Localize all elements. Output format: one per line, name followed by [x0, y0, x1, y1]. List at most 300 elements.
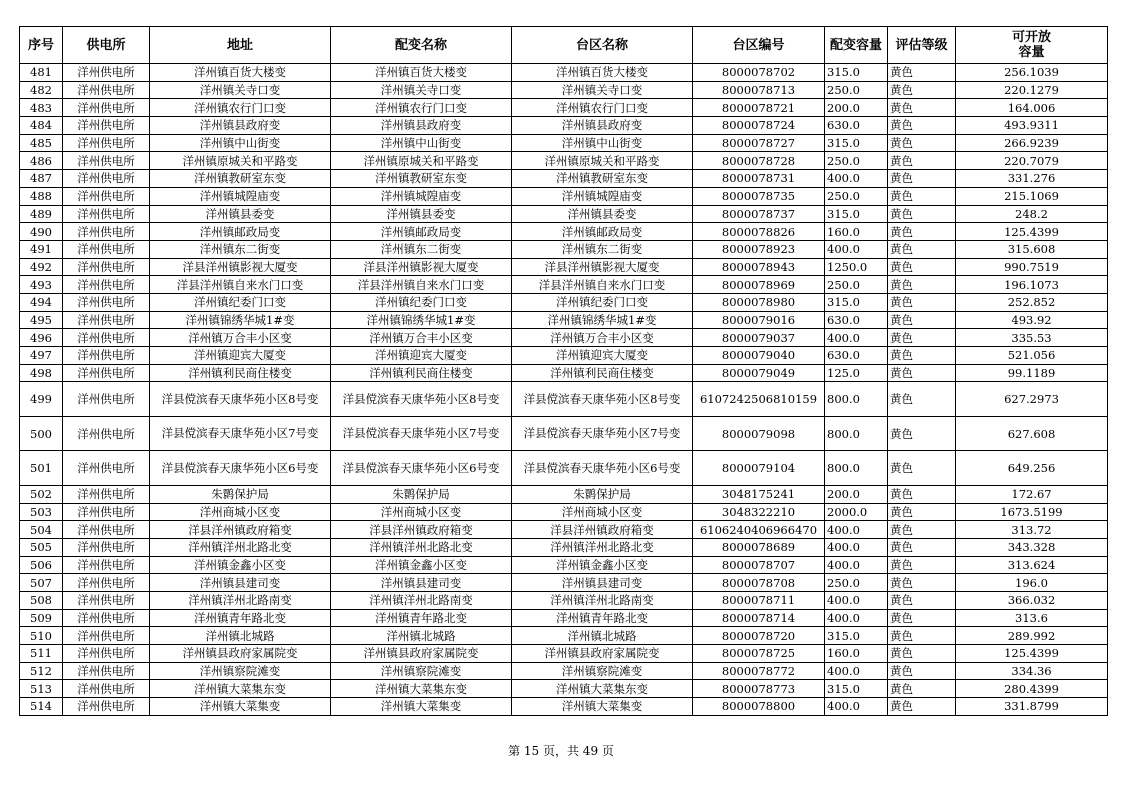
cell-address: 朱鹮保护局 [150, 485, 331, 503]
cell-rating: 黄色 [888, 382, 956, 417]
cell-area-name: 洋州镇中山街变 [512, 134, 693, 152]
cell-index: 509 [20, 609, 63, 627]
cell-area-name: 洋县傥滨春天康华苑小区8号变 [512, 382, 693, 417]
cell-index: 500 [20, 416, 63, 451]
table-row [20, 152, 1108, 170]
cell-index: 506 [20, 556, 63, 574]
cell-address: 洋州镇北城路 [150, 627, 331, 645]
cell-address: 洋州镇金鑫小区变 [150, 556, 331, 574]
cell-transformer-name: 洋州镇县政府家属院变 [331, 645, 512, 663]
cell-area-code: 8000079037 [693, 329, 825, 347]
cell-area-code: 8000078773 [693, 680, 825, 698]
table-row [20, 538, 1108, 556]
cell-open-capacity: 990.7519 [956, 258, 1108, 276]
cell-address: 洋州镇县政府变 [150, 117, 331, 135]
cell-address: 洋县傥滨春天康华苑小区8号变 [150, 382, 331, 417]
cell-transformer-capacity: 400.0 [825, 662, 888, 680]
cell-rating: 黄色 [888, 117, 956, 135]
cell-address: 洋州镇锦绣华城1#变 [150, 311, 331, 329]
cell-area-name: 洋县傥滨春天康华苑小区6号变 [512, 451, 693, 486]
cell-station: 洋州供电所 [63, 485, 150, 503]
cell-station: 洋州供电所 [63, 187, 150, 205]
cell-open-capacity: 266.9239 [956, 134, 1108, 152]
cell-index: 487 [20, 170, 63, 188]
header-transformer-name: 配变名称 [331, 27, 512, 64]
cell-address: 洋州镇洋州北路北变 [150, 538, 331, 556]
cell-transformer-capacity: 160.0 [825, 645, 888, 663]
table-row [20, 276, 1108, 294]
cell-transformer-capacity: 250.0 [825, 187, 888, 205]
cell-address: 洋州镇县建司变 [150, 574, 331, 592]
cell-rating: 黄色 [888, 364, 956, 382]
cell-open-capacity: 252.852 [956, 293, 1108, 311]
cell-open-capacity: 313.72 [956, 521, 1108, 539]
cell-area-code: 8000078737 [693, 205, 825, 223]
cell-address: 洋州镇大菜集东变 [150, 680, 331, 698]
cell-rating: 黄色 [888, 521, 956, 539]
cell-open-capacity: 125.4399 [956, 223, 1108, 241]
cell-index: 514 [20, 698, 63, 716]
cell-index: 499 [20, 382, 63, 417]
cell-address: 洋州镇邮政局变 [150, 223, 331, 241]
cell-open-capacity: 493.9311 [956, 117, 1108, 135]
header-area-code: 台区编号 [693, 27, 825, 64]
cell-open-capacity: 331.8799 [956, 698, 1108, 716]
cell-transformer-name: 洋州镇百货大楼变 [331, 64, 512, 82]
cell-open-capacity: 313.6 [956, 609, 1108, 627]
cell-open-capacity: 343.328 [956, 538, 1108, 556]
cell-area-name: 洋州镇纪委门口变 [512, 293, 693, 311]
cell-area-code: 3048175241 [693, 485, 825, 503]
cell-station: 洋州供电所 [63, 152, 150, 170]
cell-station: 洋州供电所 [63, 223, 150, 241]
cell-transformer-capacity: 200.0 [825, 485, 888, 503]
cell-transformer-capacity: 315.0 [825, 134, 888, 152]
cell-area-name: 洋县洋州镇影视大厦变 [512, 258, 693, 276]
cell-transformer-capacity: 200.0 [825, 99, 888, 117]
cell-transformer-capacity: 250.0 [825, 152, 888, 170]
cell-area-name: 洋州镇县建司变 [512, 574, 693, 592]
header-open-capacity [956, 27, 1108, 64]
cell-area-code: 8000078923 [693, 240, 825, 258]
cell-station: 洋州供电所 [63, 592, 150, 610]
table-row [20, 485, 1108, 503]
cell-open-capacity: 164.006 [956, 99, 1108, 117]
cell-transformer-name: 洋州镇万合丰小区变 [331, 329, 512, 347]
cell-station: 洋州供电所 [63, 627, 150, 645]
cell-open-capacity: 220.7079 [956, 152, 1108, 170]
cell-station: 洋州供电所 [63, 680, 150, 698]
cell-index: 502 [20, 485, 63, 503]
cell-transformer-name: 洋州镇锦绣华城1#变 [331, 311, 512, 329]
table-row [20, 662, 1108, 680]
cell-transformer-capacity: 160.0 [825, 223, 888, 241]
cell-area-name: 洋州镇关寺口变 [512, 81, 693, 99]
cell-open-capacity: 493.92 [956, 311, 1108, 329]
cell-index: 490 [20, 223, 63, 241]
cell-transformer-name: 洋州镇关寺口变 [331, 81, 512, 99]
cell-open-capacity: 521.056 [956, 347, 1108, 365]
cell-index: 495 [20, 311, 63, 329]
cell-rating: 黄色 [888, 276, 956, 294]
cell-transformer-capacity: 630.0 [825, 347, 888, 365]
cell-station: 洋州供电所 [63, 99, 150, 117]
header-rating: 评估等级 [888, 27, 956, 64]
cell-address: 洋州镇纪委门口变 [150, 293, 331, 311]
cell-area-code: 8000078720 [693, 627, 825, 645]
table-row [20, 258, 1108, 276]
cell-area-name: 洋州镇洋州北路北变 [512, 538, 693, 556]
cell-index: 505 [20, 538, 63, 556]
page-footer: 第 15 页，共 49 页 [508, 744, 614, 758]
cell-station: 洋州供电所 [63, 347, 150, 365]
cell-area-code: 8000078727 [693, 134, 825, 152]
cell-area-name: 洋县洋州镇政府箱变 [512, 521, 693, 539]
cell-area-name: 洋州镇原城关和平路变 [512, 152, 693, 170]
cell-area-code: 8000078980 [693, 293, 825, 311]
cell-station: 洋州供电所 [63, 117, 150, 135]
cell-transformer-name: 洋州镇东二街变 [331, 240, 512, 258]
cell-transformer-name: 洋县傥滨春天康华苑小区7号变 [331, 416, 512, 451]
cell-station: 洋州供电所 [63, 240, 150, 258]
cell-area-code: 8000078707 [693, 556, 825, 574]
cell-area-code: 6106240406966470 [693, 521, 825, 539]
capacity-table [19, 26, 1108, 716]
cell-transformer-capacity: 250.0 [825, 276, 888, 294]
cell-transformer-name: 洋州镇洋州北路北变 [331, 538, 512, 556]
table-row [20, 680, 1108, 698]
cell-transformer-name: 洋州镇北城路 [331, 627, 512, 645]
table-row [20, 205, 1108, 223]
cell-area-code: 8000078713 [693, 81, 825, 99]
cell-open-capacity: 335.53 [956, 329, 1108, 347]
cell-index: 492 [20, 258, 63, 276]
cell-transformer-capacity: 315.0 [825, 627, 888, 645]
cell-station: 洋州供电所 [63, 662, 150, 680]
table-row [20, 364, 1108, 382]
cell-rating: 黄色 [888, 223, 956, 241]
cell-area-name: 洋州镇东二街变 [512, 240, 693, 258]
cell-station: 洋州供电所 [63, 170, 150, 188]
cell-area-code: 8000078711 [693, 592, 825, 610]
cell-index: 482 [20, 81, 63, 99]
cell-transformer-name: 洋州商城小区变 [331, 503, 512, 521]
cell-area-name: 洋县傥滨春天康华苑小区7号变 [512, 416, 693, 451]
cell-area-name: 洋州镇县委变 [512, 205, 693, 223]
header-address: 地址 [150, 27, 331, 64]
cell-address: 洋州镇县政府家属院变 [150, 645, 331, 663]
table-row [20, 574, 1108, 592]
cell-transformer-capacity: 315.0 [825, 680, 888, 698]
cell-address: 洋县傥滨春天康华苑小区7号变 [150, 416, 331, 451]
table-row [20, 698, 1108, 716]
cell-index: 497 [20, 347, 63, 365]
cell-area-code: 8000078800 [693, 698, 825, 716]
cell-transformer-name: 洋州镇大菜集变 [331, 698, 512, 716]
cell-area-code: 8000078731 [693, 170, 825, 188]
cell-transformer-capacity: 400.0 [825, 240, 888, 258]
cell-index: 484 [20, 117, 63, 135]
cell-open-capacity: 172.67 [956, 485, 1108, 503]
cell-transformer-capacity: 400.0 [825, 329, 888, 347]
cell-rating: 黄色 [888, 64, 956, 82]
cell-rating: 黄色 [888, 134, 956, 152]
table-header-row [20, 27, 1108, 64]
cell-index: 488 [20, 187, 63, 205]
cell-transformer-name: 洋州镇利民商住楼变 [331, 364, 512, 382]
cell-transformer-capacity: 630.0 [825, 311, 888, 329]
cell-transformer-name: 洋州镇原城关和平路变 [331, 152, 512, 170]
table-row [20, 293, 1108, 311]
cell-station: 洋州供电所 [63, 609, 150, 627]
cell-index: 503 [20, 503, 63, 521]
cell-index: 498 [20, 364, 63, 382]
cell-area-name: 洋州镇教研室东变 [512, 170, 693, 188]
cell-index: 504 [20, 521, 63, 539]
cell-open-capacity: 99.1189 [956, 364, 1108, 382]
cell-transformer-name: 洋州镇邮政局变 [331, 223, 512, 241]
cell-open-capacity: 315.608 [956, 240, 1108, 258]
cell-transformer-name: 洋州镇教研室东变 [331, 170, 512, 188]
cell-address: 洋州镇城隍庙变 [150, 187, 331, 205]
cell-rating: 黄色 [888, 485, 956, 503]
cell-transformer-capacity: 400.0 [825, 538, 888, 556]
cell-address: 洋县洋州镇政府箱变 [150, 521, 331, 539]
cell-rating: 黄色 [888, 416, 956, 451]
cell-rating: 黄色 [888, 347, 956, 365]
cell-transformer-name: 洋县洋州镇影视大厦变 [331, 258, 512, 276]
cell-address: 洋州镇青年路北变 [150, 609, 331, 627]
cell-address: 洋州镇农行门口变 [150, 99, 331, 117]
cell-address: 洋县洋州镇自来水门口变 [150, 276, 331, 294]
cell-address: 洋州镇东二街变 [150, 240, 331, 258]
cell-transformer-name: 洋县傥滨春天康华苑小区6号变 [331, 451, 512, 486]
cell-transformer-capacity: 800.0 [825, 416, 888, 451]
cell-open-capacity: 256.1039 [956, 64, 1108, 82]
table-row [20, 134, 1108, 152]
table-row [20, 416, 1108, 451]
cell-rating: 黄色 [888, 556, 956, 574]
cell-rating: 黄色 [888, 662, 956, 680]
cell-index: 512 [20, 662, 63, 680]
cell-area-name: 洋州镇万合丰小区变 [512, 329, 693, 347]
cell-open-capacity: 334.36 [956, 662, 1108, 680]
cell-area-name: 洋州商城小区变 [512, 503, 693, 521]
cell-transformer-capacity: 800.0 [825, 382, 888, 417]
cell-area-name: 洋州镇青年路北变 [512, 609, 693, 627]
cell-area-name: 洋州镇县政府变 [512, 117, 693, 135]
table-row [20, 347, 1108, 365]
cell-area-name: 洋州镇察院滩变 [512, 662, 693, 680]
cell-transformer-name: 朱鹮保护局 [331, 485, 512, 503]
cell-area-name: 洋州镇洋州北路南变 [512, 592, 693, 610]
cell-rating: 黄色 [888, 187, 956, 205]
cell-transformer-name: 洋州镇洋州北路南变 [331, 592, 512, 610]
header-station: 供电所 [63, 27, 150, 64]
cell-station: 洋州供电所 [63, 205, 150, 223]
cell-transformer-capacity: 400.0 [825, 592, 888, 610]
cell-transformer-capacity: 800.0 [825, 451, 888, 486]
cell-transformer-name: 洋县洋州镇自来水门口变 [331, 276, 512, 294]
cell-address: 洋州镇百货大楼变 [150, 64, 331, 82]
cell-address: 洋州商城小区变 [150, 503, 331, 521]
cell-station: 洋州供电所 [63, 276, 150, 294]
cell-area-code: 3048322210 [693, 503, 825, 521]
cell-address: 洋州镇察院滩变 [150, 662, 331, 680]
cell-transformer-capacity: 125.0 [825, 364, 888, 382]
cell-station: 洋州供电所 [63, 311, 150, 329]
table-row [20, 645, 1108, 663]
header-open-capacity-text: 可开放容量 [1011, 30, 1051, 60]
cell-transformer-capacity: 1250.0 [825, 258, 888, 276]
cell-index: 508 [20, 592, 63, 610]
cell-rating: 黄色 [888, 680, 956, 698]
cell-rating: 黄色 [888, 592, 956, 610]
cell-address: 洋州镇迎宾大厦变 [150, 347, 331, 365]
cell-station: 洋州供电所 [63, 645, 150, 663]
cell-area-name: 洋州镇百货大楼变 [512, 64, 693, 82]
cell-transformer-capacity: 315.0 [825, 293, 888, 311]
cell-open-capacity: 313.624 [956, 556, 1108, 574]
cell-station: 洋州供电所 [63, 416, 150, 451]
cell-transformer-capacity: 400.0 [825, 609, 888, 627]
cell-transformer-name: 洋州镇纪委门口变 [331, 293, 512, 311]
cell-area-code: 8000079040 [693, 347, 825, 365]
cell-address: 洋州镇关寺口变 [150, 81, 331, 99]
cell-index: 489 [20, 205, 63, 223]
table-row [20, 64, 1108, 82]
cell-address: 洋县洋州镇影视大厦变 [150, 258, 331, 276]
cell-index: 483 [20, 99, 63, 117]
cell-transformer-name: 洋州镇县建司变 [331, 574, 512, 592]
cell-address: 洋州镇原城关和平路变 [150, 152, 331, 170]
cell-index: 485 [20, 134, 63, 152]
cell-area-name: 洋州镇农行门口变 [512, 99, 693, 117]
cell-transformer-name: 洋县傥滨春天康华苑小区8号变 [331, 382, 512, 417]
cell-rating: 黄色 [888, 538, 956, 556]
cell-area-code: 8000078943 [693, 258, 825, 276]
header-index: 序号 [20, 27, 63, 64]
cell-area-name: 洋州镇城隍庙变 [512, 187, 693, 205]
cell-area-code: 8000078702 [693, 64, 825, 82]
cell-rating: 黄色 [888, 170, 956, 188]
cell-address: 洋州镇中山街变 [150, 134, 331, 152]
cell-area-code: 8000078721 [693, 99, 825, 117]
cell-address: 洋州镇洋州北路南变 [150, 592, 331, 610]
cell-index: 481 [20, 64, 63, 82]
cell-address: 洋州镇万合丰小区变 [150, 329, 331, 347]
cell-area-code: 8000079016 [693, 311, 825, 329]
cell-index: 494 [20, 293, 63, 311]
cell-transformer-capacity: 630.0 [825, 117, 888, 135]
table-row [20, 592, 1108, 610]
cell-transformer-capacity: 250.0 [825, 81, 888, 99]
cell-area-name: 洋州镇县政府家属院变 [512, 645, 693, 663]
cell-station: 洋州供电所 [63, 698, 150, 716]
cell-rating: 黄色 [888, 329, 956, 347]
cell-transformer-capacity: 315.0 [825, 205, 888, 223]
cell-area-name: 洋州镇锦绣华城1#变 [512, 311, 693, 329]
table-row [20, 609, 1108, 627]
cell-open-capacity: 649.256 [956, 451, 1108, 486]
cell-rating: 黄色 [888, 627, 956, 645]
cell-index: 491 [20, 240, 63, 258]
cell-area-code: 8000078725 [693, 645, 825, 663]
cell-area-name: 洋县洋州镇自来水门口变 [512, 276, 693, 294]
cell-open-capacity: 280.4399 [956, 680, 1108, 698]
cell-area-code: 8000078689 [693, 538, 825, 556]
cell-station: 洋州供电所 [63, 64, 150, 82]
cell-open-capacity: 215.1069 [956, 187, 1108, 205]
cell-transformer-name: 洋州镇县委变 [331, 205, 512, 223]
cell-rating: 黄色 [888, 574, 956, 592]
header-transformer-capacity: 配变容量 [825, 27, 888, 64]
cell-station: 洋州供电所 [63, 293, 150, 311]
cell-station: 洋州供电所 [63, 258, 150, 276]
cell-area-code: 8000079098 [693, 416, 825, 451]
cell-open-capacity: 331.276 [956, 170, 1108, 188]
cell-transformer-capacity: 400.0 [825, 521, 888, 539]
cell-transformer-capacity: 250.0 [825, 574, 888, 592]
cell-area-name: 洋州镇迎宾大厦变 [512, 347, 693, 365]
table-row [20, 240, 1108, 258]
cell-station: 洋州供电所 [63, 364, 150, 382]
table-row [20, 556, 1108, 574]
cell-area-code: 8000078735 [693, 187, 825, 205]
cell-address: 洋州镇县委变 [150, 205, 331, 223]
cell-rating: 黄色 [888, 240, 956, 258]
cell-open-capacity: 220.1279 [956, 81, 1108, 99]
cell-open-capacity: 1673.5199 [956, 503, 1108, 521]
table-row [20, 170, 1108, 188]
cell-open-capacity: 289.992 [956, 627, 1108, 645]
cell-station: 洋州供电所 [63, 574, 150, 592]
cell-rating: 黄色 [888, 81, 956, 99]
cell-index: 493 [20, 276, 63, 294]
cell-transformer-capacity: 400.0 [825, 556, 888, 574]
cell-rating: 黄色 [888, 311, 956, 329]
cell-transformer-name: 洋州镇中山街变 [331, 134, 512, 152]
cell-station: 洋州供电所 [63, 538, 150, 556]
cell-area-name: 洋州镇利民商住楼变 [512, 364, 693, 382]
cell-address: 洋县傥滨春天康华苑小区6号变 [150, 451, 331, 486]
cell-transformer-name: 洋州镇城隍庙变 [331, 187, 512, 205]
cell-transformer-name: 洋州镇迎宾大厦变 [331, 347, 512, 365]
cell-open-capacity: 125.4399 [956, 645, 1108, 663]
cell-transformer-name: 洋县洋州镇政府箱变 [331, 521, 512, 539]
cell-area-code: 8000078708 [693, 574, 825, 592]
cell-rating: 黄色 [888, 205, 956, 223]
cell-index: 496 [20, 329, 63, 347]
cell-area-code: 8000078826 [693, 223, 825, 241]
cell-area-name: 洋州镇大菜集东变 [512, 680, 693, 698]
cell-station: 洋州供电所 [63, 451, 150, 486]
cell-rating: 黄色 [888, 609, 956, 627]
cell-area-code: 8000078724 [693, 117, 825, 135]
cell-transformer-name: 洋州镇察院滩变 [331, 662, 512, 680]
cell-area-code: 8000079049 [693, 364, 825, 382]
table-row [20, 311, 1108, 329]
table-row [20, 81, 1108, 99]
cell-area-code: 8000078969 [693, 276, 825, 294]
cell-area-name: 洋州镇邮政局变 [512, 223, 693, 241]
cell-address: 洋州镇利民商住楼变 [150, 364, 331, 382]
cell-address: 洋州镇教研室东变 [150, 170, 331, 188]
cell-rating: 黄色 [888, 258, 956, 276]
cell-open-capacity: 627.608 [956, 416, 1108, 451]
cell-area-code: 8000078728 [693, 152, 825, 170]
cell-transformer-name: 洋州镇大菜集东变 [331, 680, 512, 698]
